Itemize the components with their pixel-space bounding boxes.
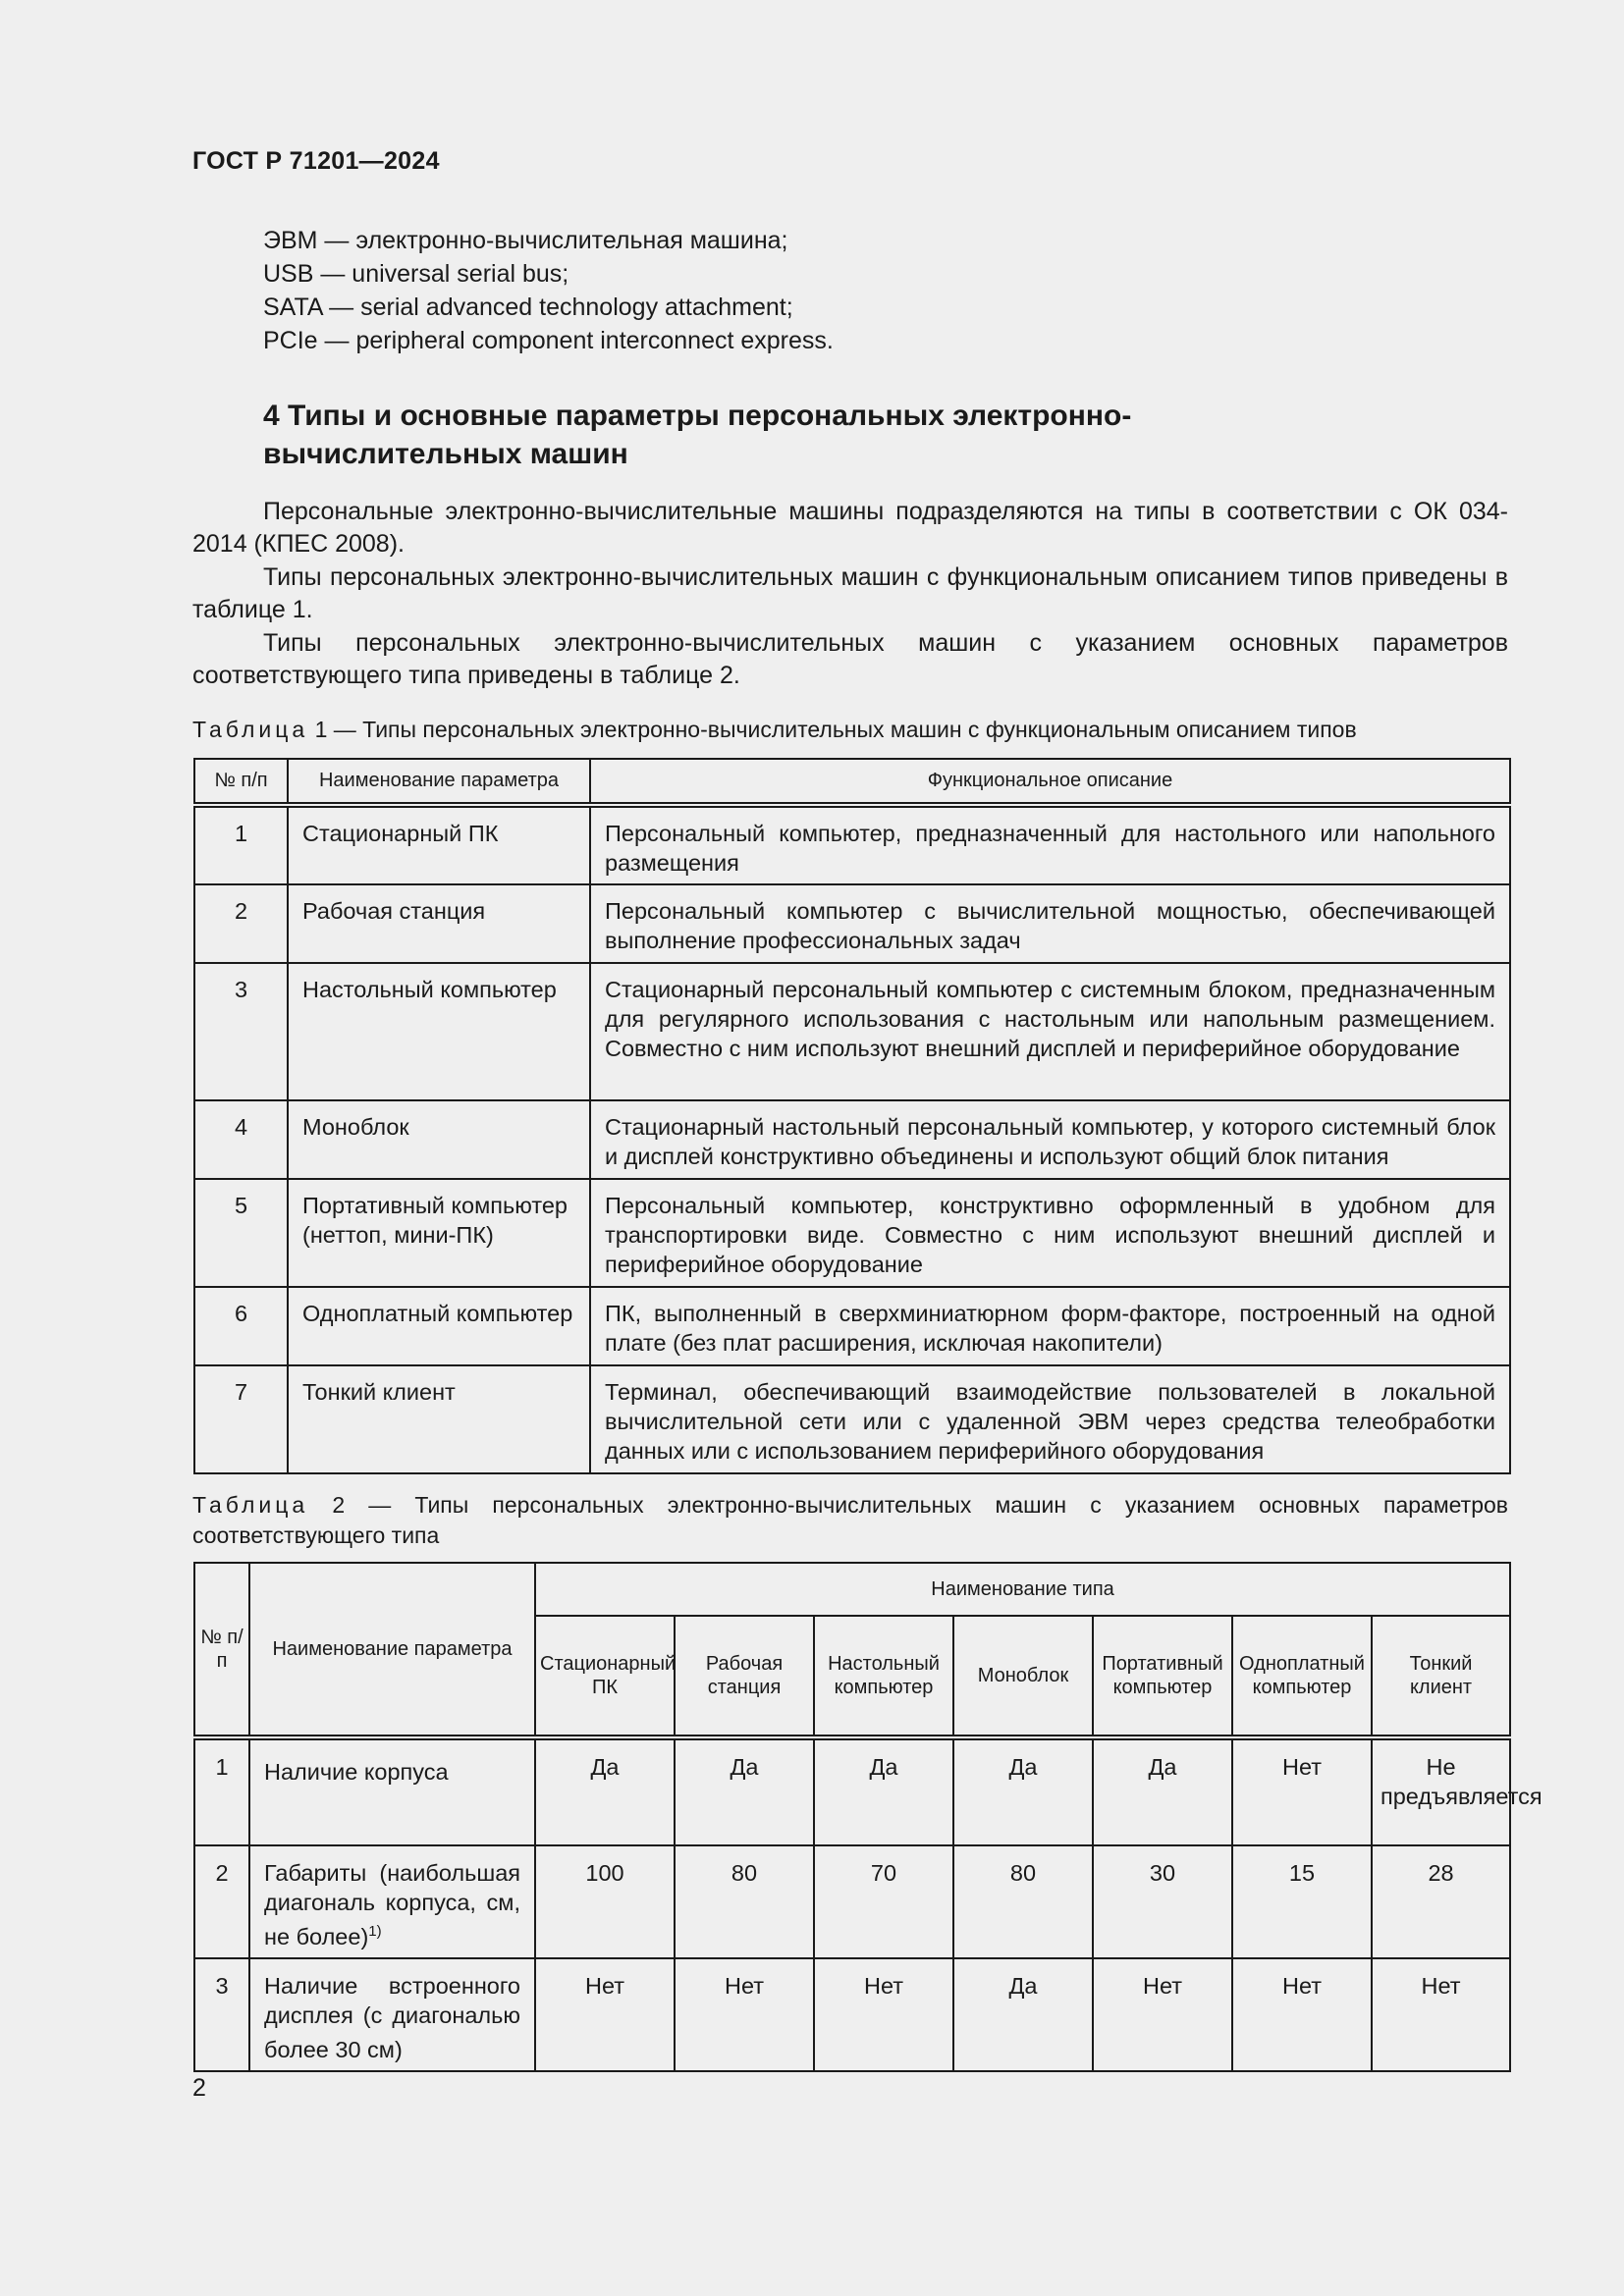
row-value: Нет	[1093, 1958, 1232, 2071]
row-value: Да	[814, 1737, 953, 1845]
document-header: ГОСТ Р 71201—2024	[192, 147, 440, 175]
row-value: 80	[953, 1845, 1093, 1958]
row-name: Стационарный ПК	[288, 805, 590, 884]
row-value: Нет	[1232, 1958, 1372, 2071]
column-header-param: Наименование параметра	[249, 1563, 535, 1737]
row-number: 4	[194, 1100, 288, 1179]
column-group-header-type: Наименование типа	[535, 1563, 1510, 1616]
row-value: Нет	[1232, 1737, 1372, 1845]
column-header-num: № п/п	[194, 1563, 249, 1737]
row-param	[249, 1845, 535, 1958]
table1-caption-text: 1 — Типы персональных электронно-вычислительных машин с функциональным описанием типов	[308, 717, 1357, 742]
section-paragraph: Типы персональных электронно-вычислительных машин с функциональным описанием типов приведены в таблице 1.	[192, 563, 1508, 623]
column-header-description: Функциональное описание	[590, 759, 1510, 805]
row-value: Нет	[1372, 1958, 1510, 2071]
row-name: Настольный компьютер	[288, 963, 590, 1100]
table1-caption	[192, 715, 1508, 745]
row-name: Рабочая станция	[288, 884, 590, 963]
abbreviation-item: PCIe — peripheral component interconnect express.	[263, 327, 834, 354]
table2-caption-text: 2 — Типы персональных электронно-вычислительных машин с указанием основных параметров соответствующего типа	[192, 1492, 1508, 1548]
table-header-row	[194, 1563, 1510, 1616]
table2-caption	[192, 1490, 1508, 1551]
row-value: Да	[1093, 1737, 1232, 1845]
row-value: 28	[1372, 1845, 1510, 1958]
table-row	[194, 1179, 1510, 1287]
row-number: 2	[194, 1845, 249, 1958]
table-row	[194, 1100, 1510, 1179]
column-header-type: Рабочая станция	[675, 1616, 814, 1737]
abbreviation-list	[263, 224, 834, 357]
table-header-row	[194, 759, 1510, 805]
row-number: 6	[194, 1287, 288, 1365]
row-name: Одноплатный компьютер	[288, 1287, 590, 1365]
row-value: 15	[1232, 1845, 1372, 1958]
row-param-label: Наличие корпуса	[264, 1758, 449, 1785]
row-value: Да	[535, 1737, 675, 1845]
row-number: 1	[194, 805, 288, 884]
table-types-parameters	[193, 1562, 1543, 2072]
row-description: Персональный компьютер, предназначенный для настольного или напольного размещения	[590, 805, 1510, 884]
table1-caption-label: Таблица	[192, 717, 309, 742]
column-header-name: Наименование параметра	[288, 759, 590, 805]
row-value: Нет	[814, 1958, 953, 2071]
abbreviation-item: SATA — serial advanced technology attachment;	[263, 294, 793, 321]
row-value: Нет	[675, 1958, 814, 2071]
column-header-type: Одноплатный компьютер	[1232, 1616, 1372, 1737]
table-row	[194, 884, 1510, 963]
table-row	[194, 963, 1510, 1100]
row-param-label: Наличие встроенного дисплея (с диагональю более 30 см)	[264, 1972, 520, 2062]
row-description: Персональный компьютер с вычислительной мощностью, обеспечивающей выполнение профессиональных задач	[590, 884, 1510, 963]
table2-caption-label: Таблица	[192, 1492, 309, 1518]
row-value: Да	[953, 1737, 1093, 1845]
row-value: 100	[535, 1845, 675, 1958]
section-paragraph: Персональные электронно-вычислительные машины подразделяются на типы в соответствии с ОК 034-2014 (КПЕС 2008).	[192, 498, 1508, 558]
column-header-type: Тонкий клиент	[1372, 1616, 1510, 1737]
row-value: 70	[814, 1845, 953, 1958]
row-number: 3	[194, 1958, 249, 2071]
section-paragraph: Типы персональных электронно-вычислительных машин с указанием основных параметров соответствующего типа приведены в таблице 2.	[192, 629, 1508, 689]
abbreviation-item: USB — universal serial bus;	[263, 260, 569, 288]
row-value: Нет	[535, 1958, 675, 2071]
table-row	[194, 1365, 1510, 1473]
row-description: Стационарный персональный компьютер с системным блоком, предназначенным для регулярного использования с настольным или напольным размещением. Совместно с ним используют внешний дисплей и периферийное оборудование	[590, 963, 1510, 1100]
table-types-description	[193, 758, 1511, 1474]
row-number: 7	[194, 1365, 288, 1473]
column-header-type: Моноблок	[953, 1616, 1093, 1737]
row-description: Персональный компьютер, конструктивно оформленный в удобном для транспортировки виде. Совместно с ним используют внешний дисплей и периферийное оборудование	[590, 1179, 1510, 1287]
row-value: Не предъявляется	[1372, 1737, 1510, 1845]
row-number: 2	[194, 884, 288, 963]
column-header-num: № п/п	[194, 759, 288, 805]
table-row	[194, 1287, 1510, 1365]
row-description: ПК, выполненный в сверхминиатюрном форм-факторе, построенный на одной плате (без плат расширения, исключая накопители)	[590, 1287, 1510, 1365]
row-value: Да	[675, 1737, 814, 1845]
page-number: 2	[192, 2074, 206, 2102]
row-name: Тонкий клиент	[288, 1365, 590, 1473]
row-number: 5	[194, 1179, 288, 1287]
section-title: 4 Типы и основные параметры персональных электронно-вычислительных машин	[263, 400, 1132, 470]
table-row	[194, 1958, 1510, 2071]
row-param	[249, 1737, 535, 1845]
row-value: 30	[1093, 1845, 1232, 1958]
row-value: 80	[675, 1845, 814, 1958]
row-description: Стационарный настольный персональный компьютер, у которого системный блок и дисплей конструктивно объединены и используют общий блок питания	[590, 1100, 1510, 1179]
abbreviation-item: ЭВМ — электронно-вычислительная машина;	[263, 227, 788, 254]
column-header-type: Портативный компьютер	[1093, 1616, 1232, 1737]
row-param-footnote: 1)	[368, 1923, 382, 1940]
table-row	[194, 805, 1510, 884]
table-row	[194, 1845, 1510, 1958]
row-value: Да	[953, 1958, 1093, 2071]
column-header-type: Стационарный ПК	[535, 1616, 675, 1737]
table-row	[194, 1737, 1510, 1845]
column-header-type: Настольный компьютер	[814, 1616, 953, 1737]
row-name: Портативный компьютер (неттоп, мини-ПК)	[288, 1179, 590, 1287]
row-name: Моноблок	[288, 1100, 590, 1179]
row-number: 3	[194, 963, 288, 1100]
row-param-label: Габариты (наибольшая диагональ корпуса, см, не более)	[264, 1860, 520, 1949]
row-description: Терминал, обеспечивающий взаимодействие пользователей в локальной вычислительной сети или с удаленной ЭВМ через средства телеобработки данных или с использованием периферийного оборудования	[590, 1365, 1510, 1473]
row-param	[249, 1958, 535, 2071]
row-number: 1	[194, 1737, 249, 1845]
